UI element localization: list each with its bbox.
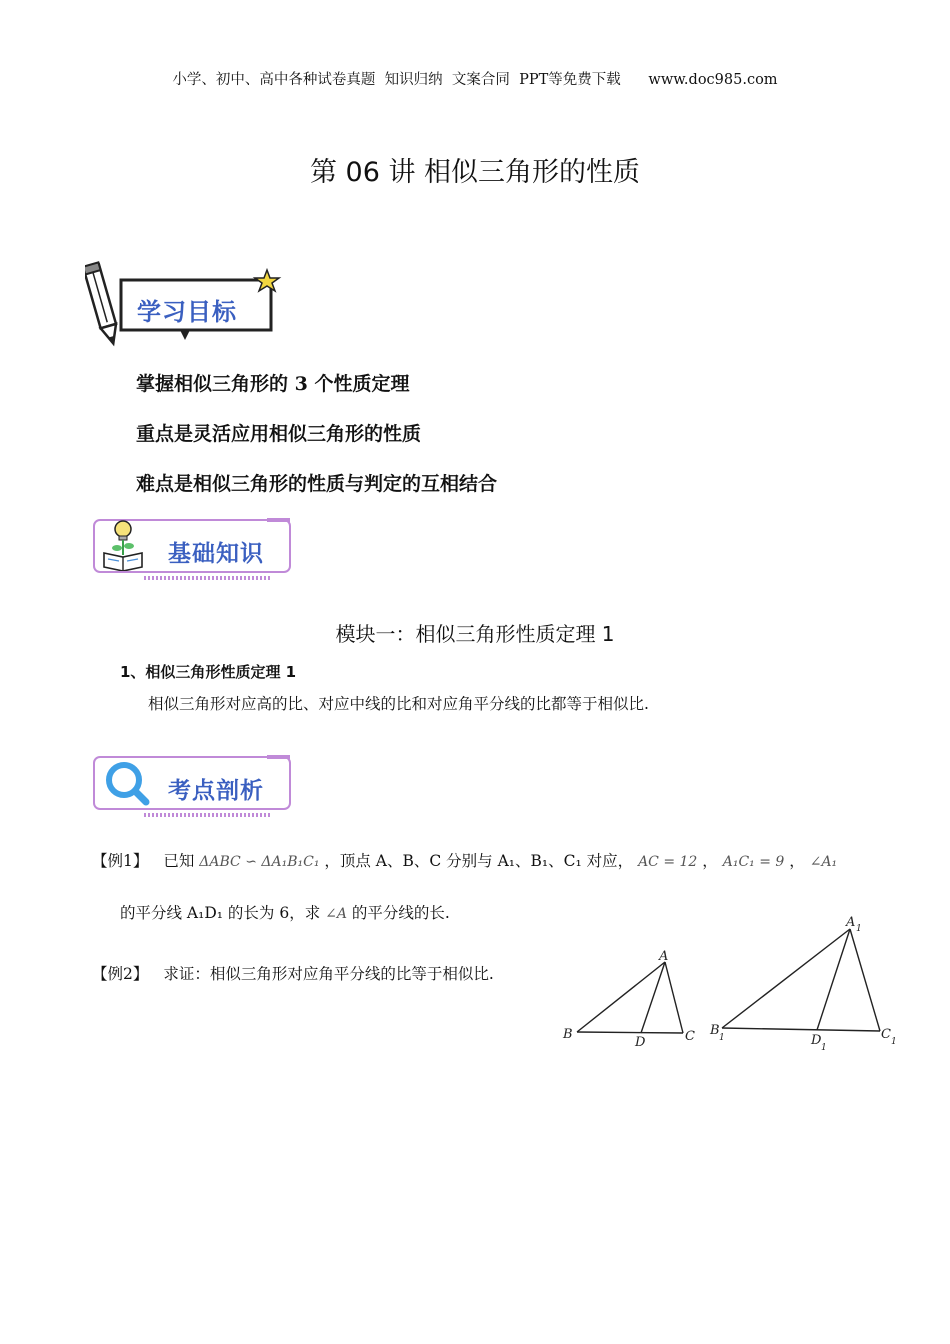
goals-badge <box>85 260 285 350</box>
example-1-a1c1: A₁C₁ = 9 <box>722 854 785 870</box>
objective-1: 掌握相似三角形的 3 个性质定理 <box>136 373 410 395</box>
section-text: 相似三角形对应高的比、对应中线的比和对应角平分线的比都等于相似比. <box>148 695 649 713</box>
label-b1-sub: 1 <box>719 1033 725 1043</box>
analysis-badge-label: 考点剖析 <box>168 778 264 804</box>
example-1-angle-2: ∠A <box>325 906 347 922</box>
label-a: A <box>659 949 669 964</box>
label-c1: C <box>881 1027 891 1042</box>
magnifier-icon <box>104 760 150 806</box>
label-d1-sub: 1 <box>821 1043 827 1052</box>
example-1-text-c: 的平分线 A₁D₁ 的长为 6，求 <box>120 904 321 922</box>
label-d: D <box>635 1035 646 1050</box>
example-2-tag: 【例2】 <box>92 965 149 983</box>
objective-3: 难点是相似三角形的性质与判定的互相结合 <box>136 473 498 495</box>
objective-2: 重点是灵活应用相似三角形的性质 <box>136 423 422 445</box>
page-header: 小学、初中、高中各种试卷真题 知识归纳 文案合同 PPT等免费下载 www.doc985.com <box>172 72 778 88</box>
example-1-comma-1: ， <box>702 852 718 870</box>
label-c1-sub: 1 <box>891 1037 897 1047</box>
book-bulb-icon <box>98 519 148 571</box>
module-title: 模块一：相似三角形性质定理 1 <box>335 622 615 646</box>
triangles-figure <box>555 912 905 1052</box>
example-1-angle: ∠A₁ <box>809 854 838 870</box>
basics-badge <box>92 517 297 583</box>
goals-badge-label: 学习目标 <box>137 298 237 326</box>
page-title: 第 06 讲 相似三角形的性质 <box>309 157 641 188</box>
example-1-text-a: 已知 <box>163 852 195 870</box>
example-1-ac: AC = 12 <box>638 854 698 870</box>
example-1-sim: ΔABC ∽ ΔA₁B₁C₁ <box>199 854 320 870</box>
example-2-text: 求证：相似三角形对应角平分线的比等于相似比. <box>163 965 494 983</box>
label-d1: D <box>811 1033 822 1048</box>
label-b1: B <box>710 1023 720 1038</box>
example-1-comma-2: ， <box>789 852 805 870</box>
example-1-text-d: 的平分线的长. <box>351 904 450 922</box>
label-c: C <box>685 1029 695 1044</box>
example-1-text-b: ，顶点 A、B、C 分别与 A₁、B₁、C₁ 对应， <box>324 852 634 870</box>
analysis-badge <box>92 754 297 820</box>
label-b: B <box>563 1027 573 1042</box>
section-heading: 1、相似三角形性质定理 1 <box>120 663 297 681</box>
example-2 <box>92 962 494 984</box>
example-1-line-1 <box>92 849 837 871</box>
label-a1: A <box>846 915 856 930</box>
basics-badge-label: 基础知识 <box>168 541 264 567</box>
label-a1-sub: 1 <box>856 924 862 934</box>
example-1-line-2 <box>120 901 450 923</box>
example-1-tag: 【例1】 <box>92 852 149 870</box>
